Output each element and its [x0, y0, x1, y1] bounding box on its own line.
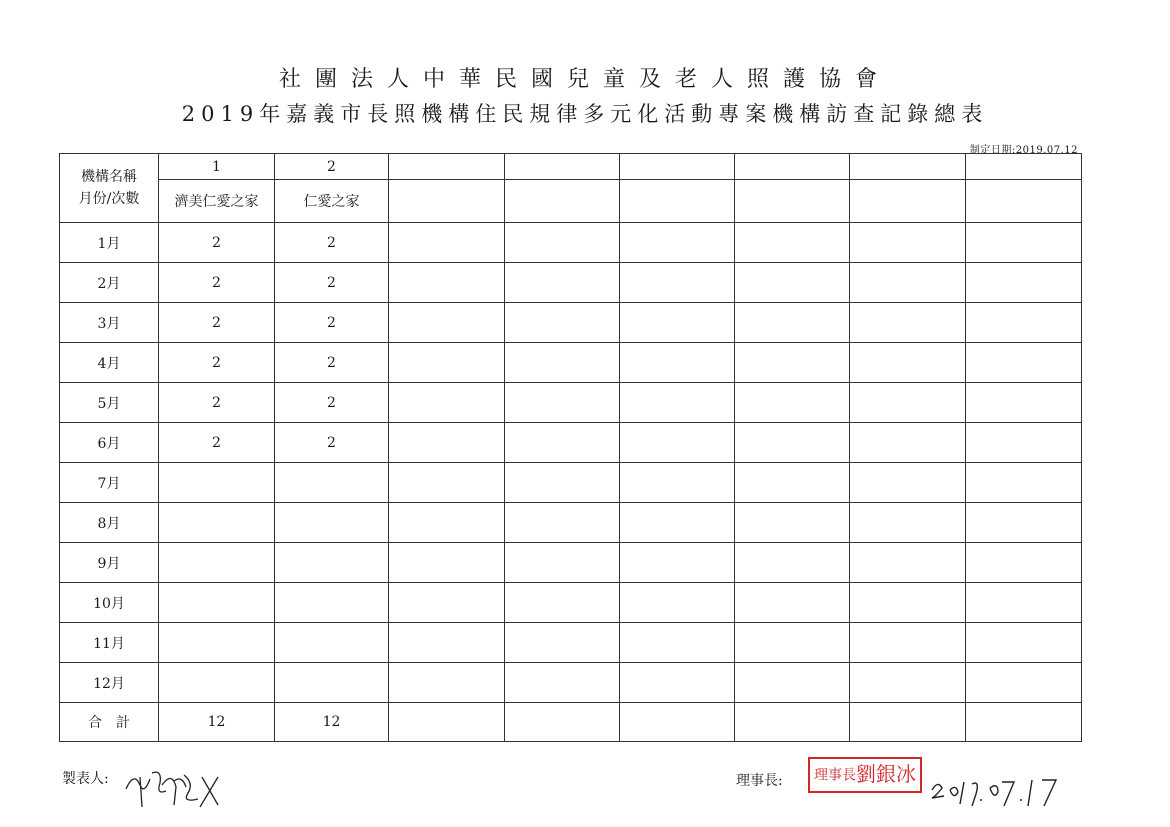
visit-count-cell	[850, 543, 966, 583]
visit-count-cell	[505, 663, 620, 703]
chairman-label: 理事長:	[736, 773, 783, 789]
visit-count-cell: 2	[159, 343, 275, 383]
institution-number-cell	[735, 154, 850, 180]
month-row	[60, 343, 1082, 383]
visit-count-cell	[389, 343, 505, 383]
month-row	[60, 463, 1082, 503]
visit-count-cell	[389, 543, 505, 583]
visit-count-cell	[275, 463, 389, 503]
total-cell	[735, 703, 850, 742]
visit-count-cell	[389, 423, 505, 463]
institution-name-cell	[620, 180, 735, 223]
visit-count-cell: 2	[275, 423, 389, 463]
institution-number-cell	[966, 154, 1082, 180]
visit-count-cell	[735, 543, 850, 583]
month-row	[60, 303, 1082, 343]
visit-count-cell	[966, 503, 1082, 543]
visit-count-cell	[389, 263, 505, 303]
visit-count-cell	[275, 503, 389, 543]
month-row	[60, 583, 1082, 623]
visit-count-cell	[505, 583, 620, 623]
visit-count-cell	[620, 303, 735, 343]
visit-count-cell	[735, 463, 850, 503]
visit-count-cell	[275, 543, 389, 583]
visit-count-cell: 2	[159, 303, 275, 343]
visit-count-cell: 2	[159, 383, 275, 423]
visit-count-cell: 2	[159, 223, 275, 263]
visit-count-cell	[620, 583, 735, 623]
month-label: 3月	[60, 303, 159, 343]
visit-count-cell	[389, 583, 505, 623]
visit-count-cell	[620, 223, 735, 263]
visit-count-cell	[505, 623, 620, 663]
visit-count-cell	[620, 663, 735, 703]
visit-count-cell	[505, 223, 620, 263]
institution-name-cell	[735, 180, 850, 223]
visit-count-cell	[505, 503, 620, 543]
visit-count-cell	[389, 223, 505, 263]
month-label: 10月	[60, 583, 159, 623]
month-row	[60, 543, 1082, 583]
month-label: 5月	[60, 383, 159, 423]
total-cell	[850, 703, 966, 742]
visit-count-cell: 2	[159, 263, 275, 303]
institution-number-cell	[620, 154, 735, 180]
visit-count-cell	[735, 583, 850, 623]
month-row	[60, 223, 1082, 263]
visit-count-cell	[505, 543, 620, 583]
stamp-name: 劉銀冰	[856, 762, 916, 786]
visit-count-cell	[389, 663, 505, 703]
visit-count-cell	[850, 383, 966, 423]
institution-name-cell	[966, 180, 1082, 223]
total-label: 合 計	[60, 703, 159, 742]
visit-count-cell	[966, 263, 1082, 303]
institution-number-cell: 2	[275, 154, 389, 180]
visit-count-cell	[850, 423, 966, 463]
visit-count-cell	[159, 543, 275, 583]
visit-count-cell	[159, 623, 275, 663]
month-row	[60, 503, 1082, 543]
visit-count-cell	[620, 383, 735, 423]
total-cell	[389, 703, 505, 742]
corner-header-cell	[60, 154, 159, 223]
visit-count-cell	[620, 623, 735, 663]
month-row	[60, 663, 1082, 703]
visit-count-cell	[389, 383, 505, 423]
organization-title: 社團法人中華民國兒童及老人照護協會	[278, 67, 891, 92]
visit-count-cell	[850, 583, 966, 623]
visit-count-cell	[735, 423, 850, 463]
visit-count-cell	[505, 303, 620, 343]
handwritten-date	[928, 760, 1068, 810]
maker-label: 製表人:	[62, 771, 109, 787]
visit-count-cell	[159, 503, 275, 543]
visit-record-table	[59, 153, 1082, 742]
visit-count-cell	[966, 383, 1082, 423]
visit-count-cell	[850, 343, 966, 383]
institution-name-cell	[850, 180, 966, 223]
visit-count-cell	[850, 223, 966, 263]
visit-count-cell	[850, 623, 966, 663]
institution-name-cell	[389, 180, 505, 223]
visit-count-cell	[735, 263, 850, 303]
month-label: 6月	[60, 423, 159, 463]
total-cell	[620, 703, 735, 742]
visit-count-cell	[620, 263, 735, 303]
total-cell: 12	[275, 703, 389, 742]
visit-count-cell	[735, 383, 850, 423]
institution-name-cell: 濟美仁愛之家	[159, 180, 275, 223]
visit-count-cell	[505, 423, 620, 463]
visit-count-cell	[505, 343, 620, 383]
visit-count-cell	[966, 303, 1082, 343]
visit-count-cell	[505, 263, 620, 303]
month-label: 11月	[60, 623, 159, 663]
corner-line-institution: 機構名稱	[81, 169, 137, 185]
visit-count-cell	[620, 343, 735, 383]
month-label: 7月	[60, 463, 159, 503]
month-row	[60, 263, 1082, 303]
visit-count-cell	[966, 663, 1082, 703]
institution-number-cell	[389, 154, 505, 180]
month-row	[60, 423, 1082, 463]
visit-count-cell: 2	[159, 423, 275, 463]
month-row	[60, 383, 1082, 423]
established-date: 制定日期:2019.07.12	[969, 145, 1078, 156]
visit-count-cell	[735, 503, 850, 543]
month-label: 12月	[60, 663, 159, 703]
visit-count-cell	[966, 223, 1082, 263]
visit-count-cell	[275, 583, 389, 623]
visit-count-cell	[389, 503, 505, 543]
total-cell: 12	[159, 703, 275, 742]
visit-count-cell	[159, 463, 275, 503]
visit-count-cell	[966, 423, 1082, 463]
visit-count-cell	[275, 663, 389, 703]
visit-count-cell	[620, 423, 735, 463]
visit-count-cell	[966, 583, 1082, 623]
visit-count-cell	[850, 263, 966, 303]
visit-count-cell	[389, 623, 505, 663]
total-cell	[505, 703, 620, 742]
visit-count-cell	[505, 383, 620, 423]
corner-line-month-count: 月份/次數	[78, 191, 140, 207]
stamp-title: 理事長	[814, 767, 856, 784]
header-name-row	[60, 180, 1082, 223]
visit-count-cell	[735, 223, 850, 263]
visit-count-cell	[966, 623, 1082, 663]
month-label: 1月	[60, 223, 159, 263]
visit-count-cell	[850, 503, 966, 543]
visit-count-cell	[735, 303, 850, 343]
visit-count-cell	[159, 583, 275, 623]
institution-name-cell	[505, 180, 620, 223]
visit-count-cell: 2	[275, 263, 389, 303]
visit-count-cell	[159, 663, 275, 703]
visit-count-cell	[850, 303, 966, 343]
institution-number-cell	[850, 154, 966, 180]
month-label: 4月	[60, 343, 159, 383]
chairman-seal-stamp	[808, 757, 922, 793]
visit-count-cell	[620, 503, 735, 543]
visit-count-cell	[735, 623, 850, 663]
institution-number-cell	[505, 154, 620, 180]
header-number-row	[60, 154, 1082, 180]
institution-number-cell: 1	[159, 154, 275, 180]
total-cell	[966, 703, 1082, 742]
visit-count-cell	[620, 543, 735, 583]
visit-count-cell	[620, 463, 735, 503]
visit-count-cell	[275, 623, 389, 663]
visit-count-cell	[735, 343, 850, 383]
maker-signature	[118, 755, 228, 815]
month-label: 8月	[60, 503, 159, 543]
visit-count-cell	[850, 663, 966, 703]
visit-count-cell	[389, 463, 505, 503]
visit-count-cell: 2	[275, 303, 389, 343]
visit-count-cell	[735, 663, 850, 703]
month-label: 2月	[60, 263, 159, 303]
month-label: 9月	[60, 543, 159, 583]
visit-count-cell	[389, 303, 505, 343]
visit-count-cell: 2	[275, 383, 389, 423]
visit-count-cell: 2	[275, 223, 389, 263]
visit-count-cell	[966, 343, 1082, 383]
visit-count-cell: 2	[275, 343, 389, 383]
visit-count-cell	[966, 543, 1082, 583]
visit-count-cell	[505, 463, 620, 503]
report-title: 2019年嘉義市長照機構住民規律多元化活動專案機構訪查記錄總表	[181, 102, 989, 126]
visit-count-cell	[966, 463, 1082, 503]
institution-name-cell: 仁愛之家	[275, 180, 389, 223]
visit-count-cell	[850, 463, 966, 503]
month-row	[60, 623, 1082, 663]
total-row	[60, 703, 1082, 742]
